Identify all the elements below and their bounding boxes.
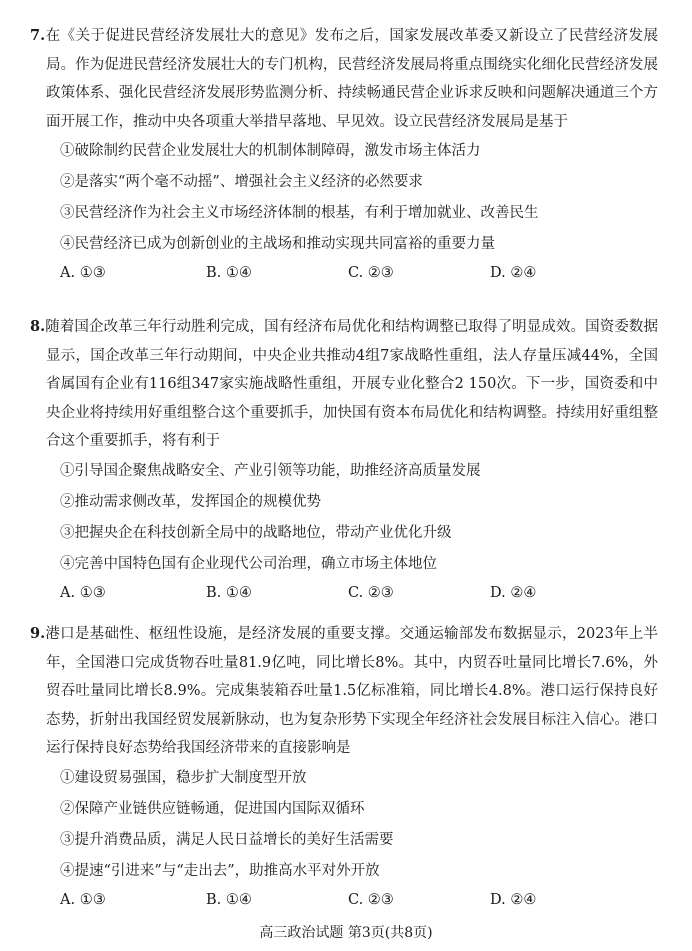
question-text: 港口是基础性、枢纽性设施，是经济发展的重要支撑。交通运输部发布数据显示，2023年上半年，全国港口完成货物吞吐量81.9亿吨，同比增长8%。其中，内贸吞吐量同比增长7.6%，外贸吞吐量同比增长8.9%。完成集装箱吞吐量1.5亿标准箱，同比增长4.8%。港口运行保持良好态势，折射出我国经贸发展新脉动，也为复杂形势下实现全年经济社会发展目标注入信心。港口运行保持良好态势给我国经济带来的直接影响是 — [45, 626, 658, 757]
option-2: ②保障产业链供应链畅通，促进国内国际双循环 — [60, 800, 365, 817]
choice-c[interactable]: C. ②③ — [348, 265, 394, 282]
question-stem — [0, 22, 692, 136]
choice-c[interactable]: C. ②③ — [348, 891, 394, 908]
choice-d[interactable]: D. ②④ — [490, 891, 537, 908]
question-number: 9. — [30, 625, 46, 642]
question-text: 在《关于促进民营经济发展壮大的意见》发布之后，国家发展改革委又新设立了民营经济发展局。作为促进民营经济发展壮大的专门机构，民营经济发展局将重点围绕实化细化民营经济发展政策体系、强化民营经济发展形势监测分析、持续畅通民营企业诉求反映和问题解决通道三个方面开展工作，推动中央各项重大举措早落地、早见效。设立民营经济发展局是基于 — [45, 28, 658, 130]
option-2: ②推动需求侧改革，发挥国企的规模优势 — [60, 493, 321, 510]
answer-choices — [0, 260, 692, 289]
question-number: 7. — [30, 27, 46, 44]
question-7 — [0, 22, 692, 289]
option-3: ③提升消费品质，满足人民日益增长的美好生活需要 — [60, 831, 394, 848]
page-footer: 高三政治试题 第3页(共8页) — [259, 925, 433, 941]
choice-d[interactable]: D. ②④ — [490, 584, 537, 601]
option-1: ①引导国企聚焦战略安全、产业引领等功能，助推经济高质量发展 — [60, 462, 481, 479]
choice-a[interactable]: A. ①③ — [60, 891, 106, 908]
question-9 — [0, 620, 692, 916]
option-1: ①破除制约民营企业发展壮大的机制体制障碍，激发市场主体活力 — [60, 143, 481, 160]
option-4: ④提速“引进来”与“走出去”，助推高水平对外开放 — [60, 862, 380, 879]
choice-b[interactable]: B. ①④ — [206, 584, 252, 601]
question-number: 8. — [30, 318, 46, 335]
option-2: ②是落实“两个毫不动摇”、增强社会主义经济的必然要求 — [60, 174, 423, 191]
option-3: ③民营经济作为社会主义市场经济体制的根基，有利于增加就业、改善民生 — [60, 205, 539, 222]
option-3: ③把握央企在科技创新全局中的战略地位，带动产业优化升级 — [60, 524, 452, 541]
option-4: ④完善中国特色国有企业现代公司治理，确立市场主体地位 — [60, 555, 437, 572]
question-8 — [0, 313, 692, 609]
choice-b[interactable]: B. ①④ — [206, 265, 252, 282]
question-text: 随着国企改革三年行动胜利完成，国有经济布局优化和结构调整已取得了明显成效。国资委数据显示，国企改革三年行动期间，中央企业共推动4组7家战略性重组，法人存量压减44%，全国省属国有企业有116组347家实施战略性重组，开展专业化整合2 150次。下一步，国资委和中央企业将持续用好重组整合这个重要抓手，加快国有资本布局优化和结构调整。持续用好重组整合这个重要抓手，将有利于 — [45, 319, 658, 450]
choice-d[interactable]: D. ②④ — [490, 265, 537, 282]
answer-choices — [0, 887, 692, 916]
option-1: ①建设贸易强国，稳步扩大制度型开放 — [60, 769, 307, 786]
question-stem — [0, 313, 692, 456]
choice-a[interactable]: A. ①③ — [60, 265, 106, 282]
choice-a[interactable]: A. ①③ — [60, 584, 106, 601]
choice-c[interactable]: C. ②③ — [348, 584, 394, 601]
option-4: ④民营经济已成为创新创业的主战场和推动实现共同富裕的重要力量 — [60, 236, 495, 253]
question-stem — [0, 620, 692, 763]
answer-choices — [0, 580, 692, 609]
choice-b[interactable]: B. ①④ — [206, 891, 252, 908]
